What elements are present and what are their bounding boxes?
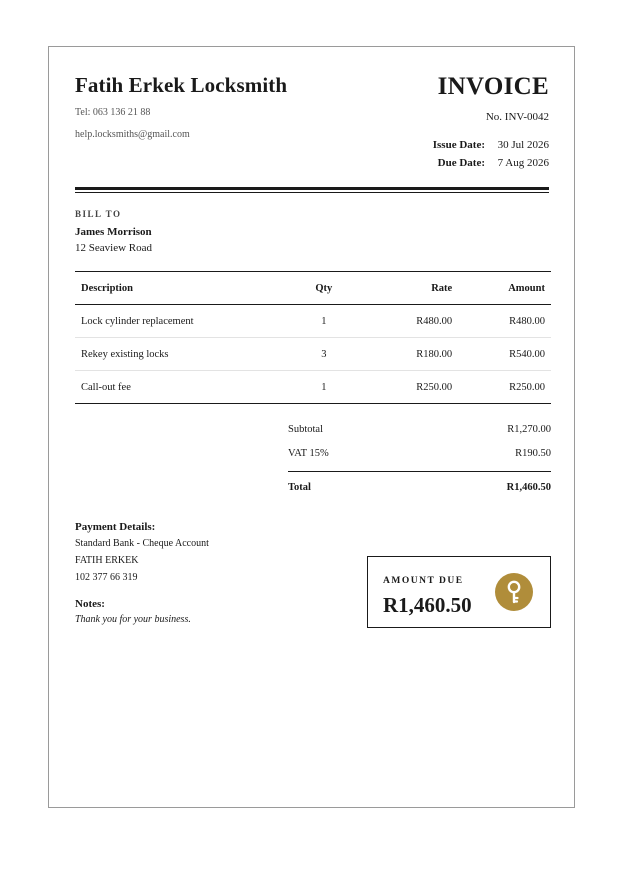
line-items-table [75, 271, 551, 404]
subtotal-row [288, 417, 551, 441]
header-divider-thick [75, 187, 549, 190]
company-name: Fatih Erkek Locksmith [75, 73, 288, 97]
row-description: Rekey existing locks [81, 348, 169, 360]
due-date-value: 7 Aug 2026 [497, 157, 549, 169]
notes-text: Thank you for your business. [75, 614, 191, 625]
table-row [75, 305, 551, 338]
header-description: Description [81, 282, 133, 294]
invoice-title: INVOICE [437, 73, 549, 100]
invoice-number: No. INV-0042 [485, 111, 549, 123]
header-rate: Rate [431, 282, 453, 294]
subtotal-value: R1,270.00 [507, 423, 551, 435]
payment-details-label: Payment Details: [75, 521, 156, 533]
row-rate: R180.00 [416, 348, 453, 360]
notes-label: Notes: [75, 598, 105, 610]
company-email: help.locksmiths@gmail.com [75, 129, 190, 140]
total-value: R1,460.50 [506, 481, 551, 493]
amount-due-value: R1,460.50 [383, 593, 472, 617]
payment-account-name: FATIH ERKEK [75, 555, 139, 566]
amount-due-label: AMOUNT DUE [383, 576, 464, 586]
payment-account-number: 102 377 66 319 [75, 572, 138, 583]
total-row [288, 471, 551, 500]
total-label: Total [288, 481, 311, 493]
header-amount: Amount [508, 282, 545, 294]
table-row [75, 371, 551, 403]
table-header-row [75, 272, 551, 305]
amount-due-box [367, 556, 551, 628]
due-date-row [425, 157, 549, 169]
invoice-page [48, 46, 575, 808]
header-divider-thin [75, 192, 549, 193]
row-amount: R540.00 [509, 348, 545, 360]
vat-value: R190.50 [515, 447, 551, 459]
vat-row [288, 441, 551, 465]
row-description: Call-out fee [81, 381, 131, 393]
key-icon [495, 573, 533, 611]
payment-bank: Standard Bank - Cheque Account [75, 538, 209, 549]
totals-block [288, 417, 551, 500]
bill-to-address: 12 Seaview Road [75, 242, 152, 254]
row-rate: R480.00 [416, 315, 453, 327]
due-date-label: Due Date: [437, 157, 485, 169]
issue-date-value: 30 Jul 2026 [497, 139, 549, 151]
table-row [75, 338, 551, 371]
row-amount: R480.00 [509, 315, 545, 327]
bill-to-name: James Morrison [75, 226, 152, 238]
row-qty: 1 [321, 381, 327, 393]
row-amount: R250.00 [509, 381, 545, 393]
issue-date-label: Issue Date: [432, 139, 485, 151]
row-rate: R250.00 [416, 381, 453, 393]
issue-date-row [425, 139, 549, 151]
bill-to-label: BILL TO [75, 209, 122, 219]
row-qty: 3 [321, 348, 327, 360]
header-qty: Qty [315, 282, 333, 294]
row-qty: 1 [321, 315, 327, 327]
vat-label: VAT 15% [288, 447, 329, 459]
company-phone: Tel: 063 136 21 88 [75, 107, 151, 118]
subtotal-label: Subtotal [288, 423, 324, 435]
row-description: Lock cylinder replacement [81, 315, 194, 327]
